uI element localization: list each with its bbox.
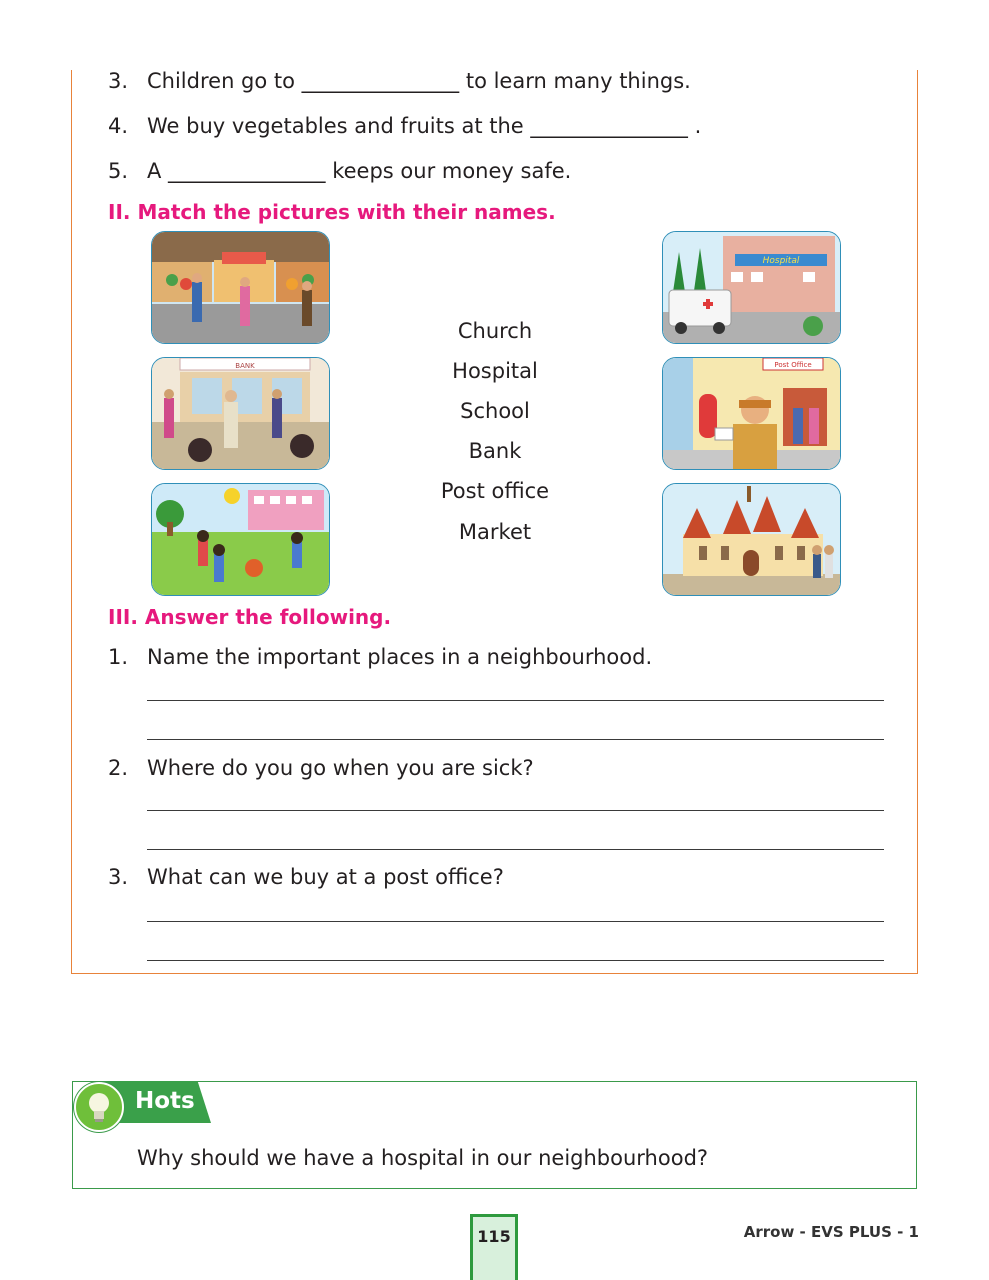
page-number: 115 <box>470 1214 518 1280</box>
answer-line[interactable] <box>147 739 884 740</box>
hots-question: Why should we have a hospital in our neighbourhood? <box>137 1146 709 1170</box>
answer-line[interactable] <box>147 921 884 922</box>
answer-line[interactable] <box>147 960 884 961</box>
book-title: Arrow - EVS PLUS - 1 <box>743 1223 919 1241</box>
section-heading-match: II. Match the pictures with their names. <box>108 200 556 224</box>
match-word-church: Church <box>457 319 533 343</box>
match-word-bank: Bank <box>468 439 522 463</box>
answer-line[interactable] <box>147 810 884 811</box>
question-number: 2. <box>108 756 129 780</box>
item-number: 3. <box>108 69 129 93</box>
question-text: What can we buy at a post office? <box>147 865 504 889</box>
match-word-school: School <box>460 399 530 423</box>
item-text: A _______________ keeps our money safe. <box>147 159 572 183</box>
item-number: 4. <box>108 114 129 138</box>
bank-sign: BANK <box>235 362 255 370</box>
post-office-picture[interactable] <box>662 357 841 470</box>
answer-line[interactable] <box>147 700 884 701</box>
lightbulb-icon <box>74 1082 124 1132</box>
section-heading-answer: III. Answer the following. <box>108 605 392 629</box>
answer-line[interactable] <box>147 849 884 850</box>
question-text: Name the important places in a neighbourhood. <box>147 645 653 669</box>
question-text: Where do you go when you are sick? <box>147 756 534 780</box>
question-number: 3. <box>108 865 129 889</box>
market-picture[interactable] <box>151 231 330 344</box>
match-word-post-office: Post office <box>440 479 550 503</box>
item-text: Children go to _______________ to learn many things. <box>147 69 691 93</box>
hospital-sign: Hospital <box>762 256 800 266</box>
post-office-sign: Post Office <box>774 361 812 369</box>
hots-label: Hots <box>135 1088 195 1114</box>
match-word-hospital: Hospital <box>452 359 538 383</box>
bank-picture[interactable] <box>151 357 330 470</box>
match-word-market: Market <box>458 520 532 544</box>
item-text: We buy vegetables and fruits at the _______________ . <box>147 114 702 138</box>
school-picture[interactable] <box>151 483 330 596</box>
church-picture[interactable] <box>662 483 841 596</box>
item-number: 5. <box>108 159 129 183</box>
hospital-picture[interactable] <box>662 231 841 344</box>
question-number: 1. <box>108 645 129 669</box>
